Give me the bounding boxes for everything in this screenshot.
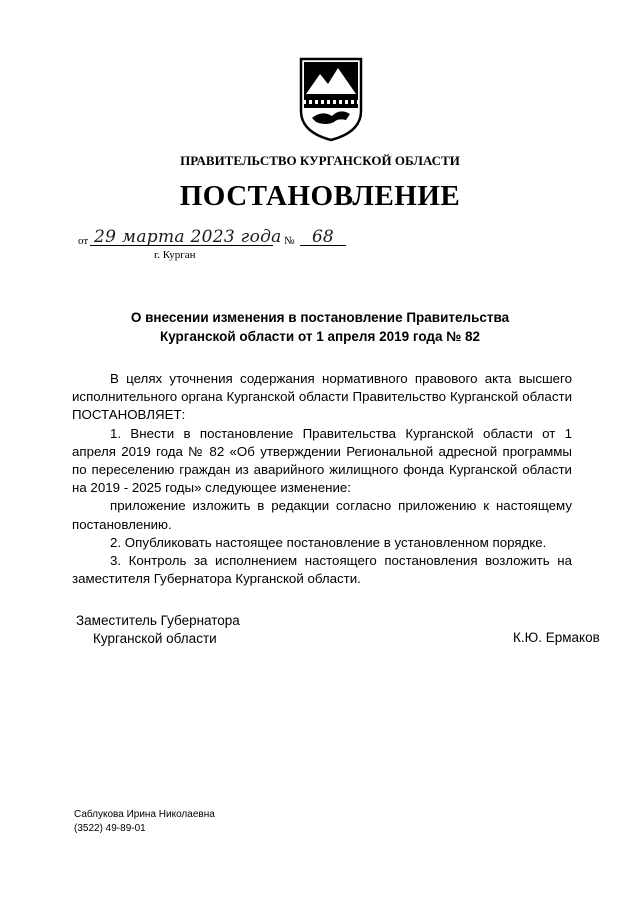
date-prefix: от xyxy=(78,235,89,247)
body-paragraph: 2. Опубликовать настоящее постановление в установленном порядке. xyxy=(110,534,547,550)
document-number: 68 xyxy=(312,227,334,247)
city: г. Курган xyxy=(154,249,196,261)
coat-of-arms-icon xyxy=(298,56,364,142)
number-label: № xyxy=(284,235,295,247)
body-paragraph: приложение изложить в редакции согласно приложению к настоящему постановлению. xyxy=(72,498,572,532)
signatory-name: К.Ю. Ермаков xyxy=(513,630,600,645)
document-subject xyxy=(60,308,580,346)
signatory-title xyxy=(76,612,240,648)
organization-name: ПРАВИТЕЛЬСТВО КУРГАНСКОЙ ОБЛАСТИ xyxy=(180,153,460,168)
subject-line: Курганской области от 1 апреля 2019 года № 82 xyxy=(159,329,481,344)
signatory-title-line: Курганской области xyxy=(93,631,217,646)
body-paragraph: В целях уточнения содержания нормативного правового акта высшего исполнительного органа Курганской области Правительство Курганской области ПОСТАНОВЛЯЕТ: xyxy=(72,371,572,423)
body-paragraph: 3. Контроль за исполнением настоящего постановления возложить на заместителя Губернатора Курганской области. xyxy=(72,553,572,587)
signatory-title-line: Заместитель Губернатора xyxy=(76,613,240,628)
document-body xyxy=(72,370,572,588)
body-paragraph: 1. Внести в постановление Правительства Курганской области от 1 апреля 2019 года № 82 «Об утверждении Региональной адресной программы по переселению граждан из аварийного жилищного фонда Курганской области на 2019 - 2025 годы» следующее изменение: xyxy=(72,425,572,496)
executor-name: Саблукова Ирина Николаевна xyxy=(74,809,215,820)
dateline xyxy=(78,227,358,267)
executor-phone: (3522) 49-89-01 xyxy=(74,823,146,834)
executor-info xyxy=(74,808,215,836)
subject-line: О внесении изменения в постановление Правительства xyxy=(130,310,510,325)
document-type: ПОСТАНОВЛЕНИЕ xyxy=(179,180,461,212)
document-date: 29 марта 2023 года xyxy=(94,227,282,247)
